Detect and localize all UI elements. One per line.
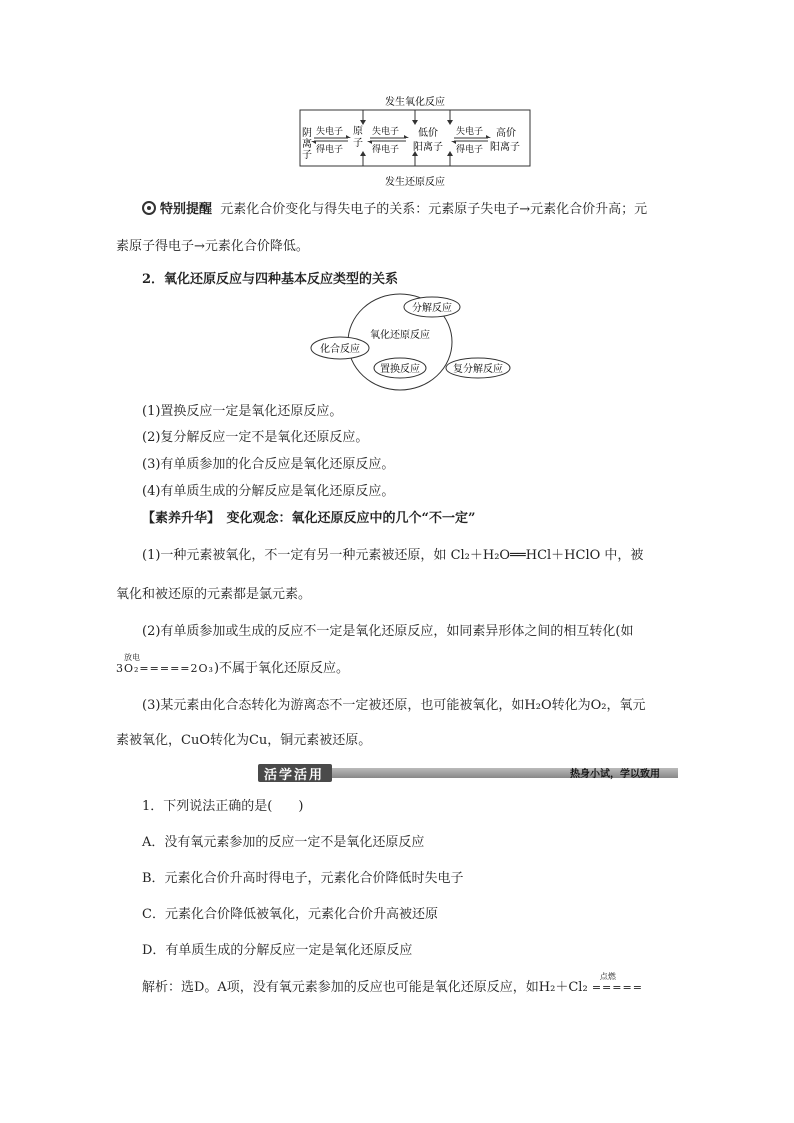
analysis: 解析：选D。A项，没有氧元素参加的反应也可能是氧化还原反应，如H₂＋Cl₂ 点燃 =====	[142, 978, 643, 998]
point-1: (1)置换反应一定是氧化还原反应。	[142, 404, 343, 419]
upgrade-p3: (3)某元素由化合态转化为游离态不一定被还原，也可能被氧化，如H₂O转化为O₂，氧元	[142, 698, 646, 713]
svg-text:化合反应: 化合反应	[320, 344, 360, 355]
point-4: (4)有单质生成的分解反应是氧化还原反应。	[142, 484, 395, 499]
bottom-label: 发生还原反应	[385, 177, 445, 188]
point-2: (2)复分解反应一定不是氧化还原反应。	[142, 430, 369, 445]
svg-text:置换反应: 置换反应	[380, 364, 420, 375]
svg-text:子: 子	[302, 150, 312, 161]
point-3: (3)有单质参加的化合反应是氧化还原反应。	[142, 457, 395, 472]
svg-text:复分解反应: 复分解反应	[453, 364, 503, 375]
p1-equation: Cl₂＋H₂O══HCl＋HClO	[450, 548, 601, 563]
svg-text:子: 子	[353, 138, 363, 149]
svg-text:阳离子: 阳离子	[413, 142, 443, 153]
svg-text:得电子: 得电子	[316, 145, 344, 155]
practice-banner	[258, 764, 678, 782]
banner-slogan: 热身小试，学以致用	[570, 769, 660, 780]
upgrade-p1-cont: 氧化和被还原的元素都是氯元素。	[116, 587, 312, 602]
option-b: B．元素化合价升高时得电子，元素化合价降低时失电子	[142, 871, 464, 886]
svg-text:分解反应: 分解反应	[412, 303, 452, 314]
upgrade-p2-cont: 放电 3O₂=====2O₃)不属于氧化还原反应。	[116, 659, 349, 679]
option-a: A．没有氧元素参加的反应一定不是氧化还原反应	[142, 835, 425, 850]
analysis-equation: 点燃 =====	[591, 972, 643, 994]
section2-title: 2．氧化还原反应与四种基本反应类型的关系	[142, 272, 399, 287]
node-low-cation: 低价	[418, 128, 438, 139]
redox-label: 氧化还原反应	[370, 330, 430, 341]
tip-line-2: 素原子得电子→元素化合价降低。	[116, 239, 309, 254]
tip-line-1	[142, 200, 647, 220]
upgrade-p2: (2)有单质参加或生成的反应不一定是氧化还原反应，如同素异形体之间的相互转化(如	[142, 624, 634, 639]
svg-text:失电子: 失电子	[456, 127, 484, 137]
svg-text:失电子: 失电子	[372, 127, 400, 137]
tip-icon	[142, 201, 156, 215]
node-anion: 阴	[302, 128, 312, 139]
reaction-type-venn	[300, 292, 520, 392]
svg-text:失电子: 失电子	[316, 127, 344, 137]
node-high-cation: 高价	[496, 128, 516, 139]
top-label: 发生氧化反应	[385, 97, 445, 108]
p2-equation: 放电 3O₂=====2O₃	[116, 653, 214, 675]
node-atom: 原	[353, 126, 363, 137]
svg-text:得电子: 得电子	[456, 145, 484, 155]
svg-text:阳离子: 阳离子	[490, 142, 520, 153]
upgrade-p3-cont: 素被氧化，CuO转化为Cu，铜元素被还原。	[116, 733, 372, 748]
tip-text: 元素化合价变化与得失电子的关系：元素原子失电子→元素化合价升高；元	[220, 202, 648, 217]
question-stem: 1．下列说法正确的是( )	[142, 799, 304, 814]
option-c: C．元素化合价降低被氧化，元素化合价升高被还原	[142, 907, 438, 922]
banner-title: 活学活用	[264, 768, 325, 783]
upgrade-p1: (1)一种元素被氧化，不一定有另一种元素被还原，如 Cl₂＋H₂O══HCl＋HClO 中，被	[142, 548, 644, 563]
svg-text:得电子: 得电子	[372, 145, 400, 155]
svg-text:离: 离	[302, 139, 312, 150]
tip-label: 特别提醒	[160, 202, 213, 217]
option-d: D．有单质生成的分解反应一定是氧化还原反应	[142, 943, 413, 958]
upgrade-title: 【素养升华】 变化观念：氧化还原反应中的几个“不一定”	[142, 511, 476, 526]
banner-title-box	[258, 764, 332, 782]
electron-transfer-diagram	[290, 92, 540, 192]
